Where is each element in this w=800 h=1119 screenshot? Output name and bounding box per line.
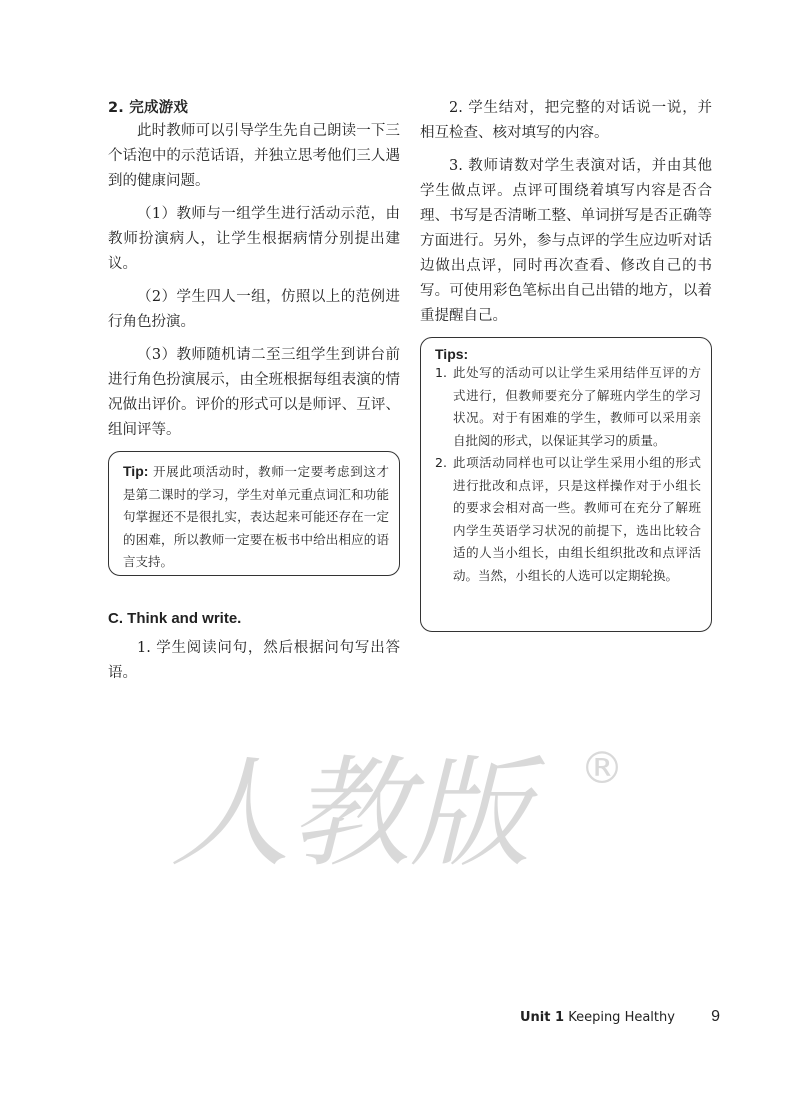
- right-column: [420, 96, 712, 337]
- tip-text-block: [123, 460, 389, 574]
- watermark-text: 人教版: [170, 745, 530, 884]
- registered-mark: ®: [580, 743, 624, 794]
- tip-box: [108, 451, 400, 576]
- section-heading-think-and-write: C. Think and write.: [108, 610, 242, 627]
- paragraph: 2. 学生结对，把完整的对话说一说，并相互检查、核对填写的内容。: [420, 100, 712, 141]
- tips-item-text: 此处写的活动可以让学生采用结伴互评的方式进行，但教师要充分了解班内学生的学习状况。对于有困难的学生，教师可以采用亲自批阅的形式，以保证其学习的质量。: [453, 365, 701, 448]
- footer-title: Keeping Healthy: [568, 1010, 675, 1025]
- paragraph: （3）教师随机请二至三组学生到讲台前进行角色扮演展示，由全班根据每组表演的情况做出评价。评价的形式可以是师评、互评、组间评等。: [108, 347, 400, 438]
- page-footer: [520, 1010, 720, 1034]
- paragraph: 此时教师可以引导学生先自己朗读一下三个话泡中的示范话语，并独立思考他们三人遇到的健康问题。: [108, 123, 400, 189]
- section-heading-complete-game: 2. 完成游戏: [108, 100, 189, 116]
- publisher-watermark: [150, 725, 670, 885]
- tips-label: Tips:: [435, 346, 469, 362]
- tip-label: Tip:: [123, 463, 149, 479]
- paragraph: 3. 教师请数对学生表演对话，并由其他学生做点评。点评可围绕着填写内容是否合理、书写是否清晰工整、单词拼写是否正确等方面进行。另外，参与点评的学生应边听对话边做出点评，同时再次查看、修改自己的书写。可使用彩色笔标出自己出错的地方，以着重提醒自己。: [420, 158, 712, 324]
- tip-text: 开展此项活动时，教师一定要考虑到这才是第二课时的学习，学生对单元重点词汇和功能句掌握还不是很扎实，表达起来可能还存在一定的困难，所以教师一定要在板书中给出相应的语言支持。: [123, 464, 389, 569]
- tips-list: [435, 362, 701, 587]
- tips-item-number: 2.: [435, 455, 447, 470]
- paragraph: （1）教师与一组学生进行活动示范，由教师扮演病人，让学生根据病情分别提出建议。: [108, 206, 400, 272]
- tips-item-number: 1.: [435, 365, 447, 380]
- paragraph: 1. 学生阅读问句，然后根据问句写出答语。: [108, 640, 400, 681]
- footer-unit: Unit 1: [520, 1010, 565, 1025]
- tips-item-text: 此项活动同样也可以让学生采用小组的形式进行批改和点评，只是这样操作对于小组长的要求会相对高一些。教师可在充分了解班内学生英语学习状况的前提下，选出比较合适的人当小组长，由组长组织批改和点评活动。当然，小组长的人选可以定期轮换。: [453, 455, 701, 583]
- tips-item: [435, 452, 701, 587]
- tips-box: [420, 337, 712, 632]
- page-number: 9: [711, 1008, 720, 1025]
- tips-item: [435, 362, 701, 452]
- left-column: [108, 96, 400, 451]
- paragraph: （2）学生四人一组，仿照以上的范例进行角色扮演。: [108, 289, 400, 330]
